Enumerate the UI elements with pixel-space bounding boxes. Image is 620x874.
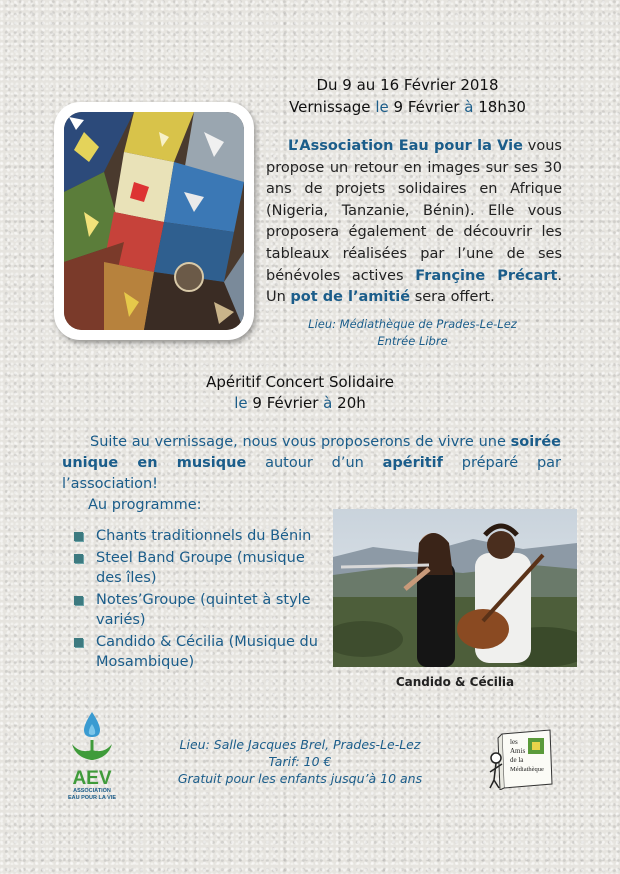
list-item-text: Steel Band Groupe (musique des îles) (96, 549, 305, 586)
association-name: L’Association Eau pour la Vie (288, 138, 523, 154)
painting-image (64, 112, 244, 330)
programme-list (72, 526, 322, 674)
intro-text-3: sera offert. (410, 289, 495, 306)
list-item-text: Candido & Cécilia (Musique du Mosambique) (96, 633, 318, 670)
free-children: Gratuit pour les enfants jusqu’à 10 ans (177, 771, 423, 786)
musicians-photo (333, 509, 577, 667)
photo-caption: Candido & Cécilia (395, 675, 515, 689)
list-item (72, 526, 322, 547)
vernissage-time: 18h30 (478, 98, 526, 116)
aev-sub2: EAU POUR LA VIE (67, 795, 117, 801)
aev-logo-graphic (62, 710, 122, 802)
aev-sub1: ASSOCIATION (73, 788, 111, 794)
list-item (72, 548, 322, 589)
mosaic-painting (64, 112, 244, 330)
intro-text-1: vous propose un retour en images sur ses 30 ans de projets solidaires en Afrique (Nigeria, Tanzanie, Bénin). Elle vous proposera également de découvrir les tableaux réalisées par l’une de ses bénévoles actives (266, 138, 562, 284)
concert-title: Apéritif Concert Solidaire (206, 373, 394, 391)
event-dates (255, 74, 560, 118)
amis-mediatheque-logo (486, 728, 556, 790)
entry-free: Entrée Libre (377, 334, 448, 348)
suite-text-2: autour d’un (246, 455, 383, 471)
vernissage-date: 9 Février (393, 98, 460, 116)
concert-a: à (323, 394, 333, 412)
vernissage-a: à (464, 98, 474, 116)
list-item (72, 590, 322, 631)
concert-time: 20h (337, 394, 366, 412)
amis-line3: de la (510, 756, 524, 764)
concert-header (175, 372, 425, 414)
bullet-icon (74, 596, 83, 605)
suite-bold-1: soirée unique en musique (62, 434, 561, 471)
list-item-text: Chants traditionnels du Bénin (96, 528, 312, 544)
intro-paragraph (266, 136, 562, 309)
concert-le: le (234, 394, 248, 412)
exhibition-location (290, 316, 535, 350)
amis-line1: les (510, 738, 518, 746)
pot-amitie: pot de l’amitié (290, 289, 411, 306)
amis-logo-graphic (486, 728, 556, 790)
tarif: Tarif: 10 € (268, 754, 332, 769)
concert-paragraph (62, 432, 561, 495)
aev-logo (62, 710, 122, 802)
suite-bold-2: apéritif (382, 455, 443, 471)
musicians-image (333, 509, 577, 667)
vernissage-label: Vernissage (289, 98, 371, 116)
list-item (72, 632, 322, 673)
list-item-text: Notes’Groupe (quintet à style variés) (96, 591, 311, 628)
amis-line2: Amis (510, 747, 526, 755)
concert-location-line: Lieu: Salle Jacques Brel, Prades-Le-Lez (179, 737, 421, 752)
amis-line4: Médiathèque (510, 766, 544, 773)
suite-text-1: Suite au vernissage, nous vous proposerons de vivre une (90, 434, 511, 450)
bullet-icon (74, 532, 83, 541)
dates-line: Du 9 au 16 Février 2018 (316, 76, 499, 94)
concert-date-line (175, 393, 425, 414)
painting-frame (54, 102, 254, 340)
artist-name: Françine Précart (415, 267, 558, 284)
suite-text-3: préparé par l’association! (62, 455, 561, 492)
bullet-icon (74, 638, 83, 647)
exhibition-location-line: Lieu: Médiathèque de Prades-Le-Lez (308, 317, 517, 331)
vernissage-line (255, 96, 560, 118)
vernissage-le: le (375, 98, 389, 116)
intro-text-2: . Un (266, 267, 562, 306)
aev-title: AEV (72, 768, 112, 789)
programme-title: Au programme: (88, 497, 202, 513)
bullet-icon (74, 554, 83, 563)
concert-date: 9 Février (252, 394, 319, 412)
concert-location (150, 736, 450, 787)
